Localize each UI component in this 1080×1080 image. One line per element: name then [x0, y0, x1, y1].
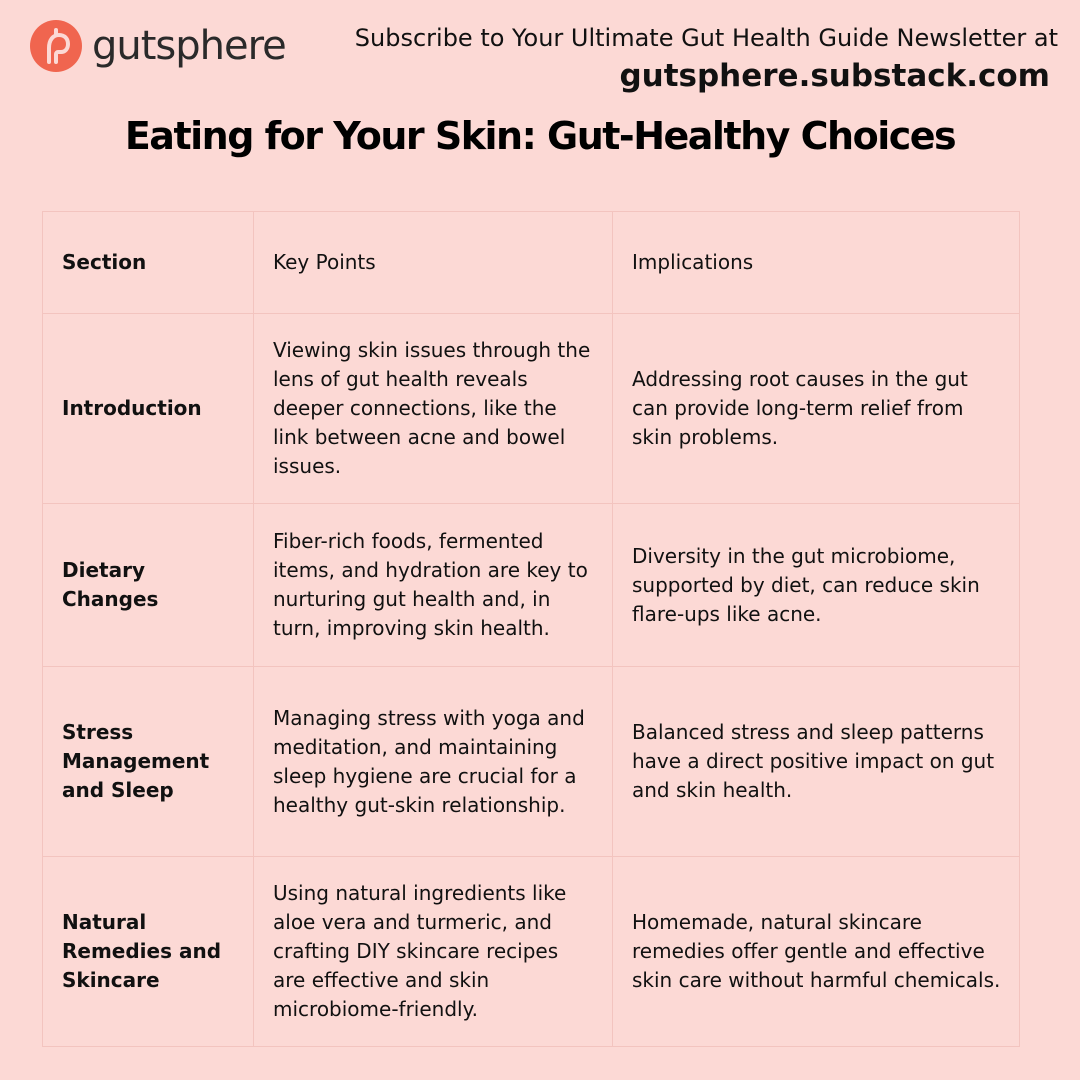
table-row: [43, 504, 1020, 667]
gut-skin-table: [42, 211, 1020, 1047]
header-key-points: Key Points: [254, 212, 613, 314]
table-header-row: [43, 212, 1020, 314]
header-implications: Implications: [613, 212, 1020, 314]
table-row: [43, 314, 1020, 504]
implications-cell: Diversity in the gut microbiome, supported by diet, can reduce skin flare-ups like acne.: [613, 504, 1020, 667]
section-cell: Dietary Changes: [43, 504, 254, 667]
brand-logo: [28, 18, 286, 74]
table-row: [43, 667, 1020, 857]
section-cell: Stress Management and Sleep: [43, 667, 254, 857]
table-row: [43, 857, 1020, 1047]
section-cell: Natural Remedies and Skincare: [43, 857, 254, 1047]
gut-outline-icon: [28, 18, 84, 74]
section-cell: Introduction: [43, 314, 254, 504]
page-title: Eating for Your Skin: Gut-Healthy Choices: [124, 114, 956, 158]
implications-cell: Homemade, natural skincare remedies offer gentle and effective skin care without harmful chemicals.: [613, 857, 1020, 1047]
subscribe-banner: [298, 20, 1058, 96]
key-points-cell: Managing stress with yoga and meditation, and maintaining sleep hygiene are crucial for a healthy gut-skin relationship.: [254, 667, 613, 857]
subscribe-link[interactable]: gutsphere.substack.com: [619, 58, 1050, 94]
header-section: Section: [43, 212, 254, 314]
key-points-cell: Fiber-rich foods, fermented items, and hydration are key to nurturing gut health and, in turn, improving skin health.: [254, 504, 613, 667]
subscribe-text: Subscribe to Your Ultimate Gut Health Guide Newsletter at: [354, 24, 1058, 52]
implications-cell: Addressing root causes in the gut can provide long-term relief from skin problems.: [613, 314, 1020, 504]
key-points-cell: Viewing skin issues through the lens of gut health reveals deeper connections, like the link between acne and bowel issues.: [254, 314, 613, 504]
brand-name: gutsphere: [92, 23, 286, 69]
key-points-cell: Using natural ingredients like aloe vera and turmeric, and crafting DIY skincare recipes are effective and skin microbiome-friendly.: [254, 857, 613, 1047]
implications-cell: Balanced stress and sleep patterns have a direct positive impact on gut and skin health.: [613, 667, 1020, 857]
